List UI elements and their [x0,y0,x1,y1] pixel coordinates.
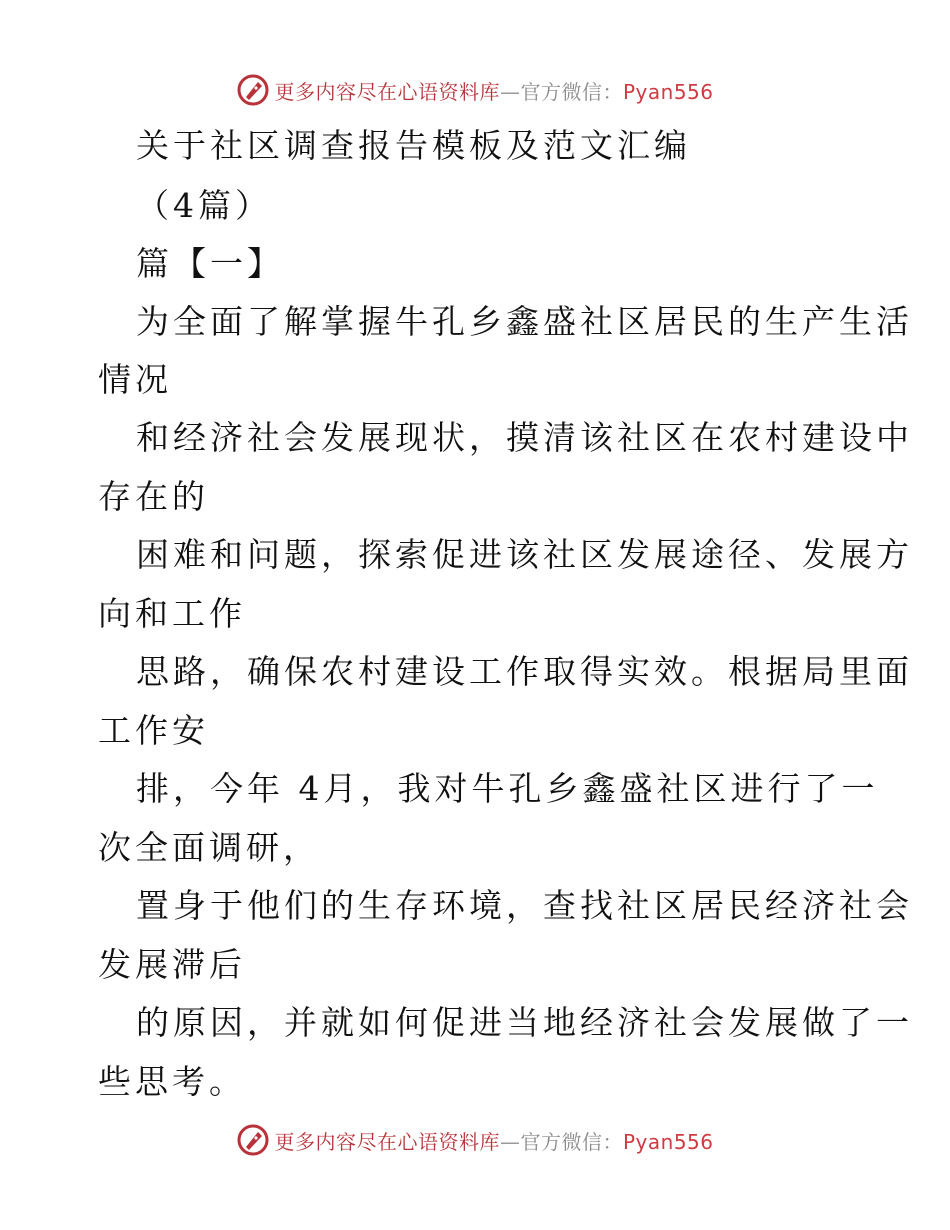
paragraph-line: 为全面了解掌握牛孔乡鑫盛社区居民的生产生活 [136,302,913,341]
paragraph-line: 存在的 [98,477,209,516]
paragraph-line: 和经济社会发展现状，摸清该社区在农村建设中 [136,418,913,457]
paragraph-line: 困难和问题，探索促进该社区发展途径、发展方 [136,535,913,574]
paragraph-line: 置身于他们的生存环境，查找社区居民经济社会 [136,886,913,925]
paragraph-line: 些思考。 [98,1062,246,1101]
section-heading: 篇【一】 [136,244,284,283]
paragraph-line: 思路，确保农村建设工作取得实效。根据局里面 [136,652,913,691]
document-count: （4篇） [136,186,272,225]
document-title: 关于社区调查报告模板及范文汇编 [136,126,691,165]
watermark-text: 更多内容尽在心语资料库—官方微信：Pyan556 [274,79,714,104]
paragraph-line: 情况 [98,360,172,399]
pen-nib-circle-icon [236,1123,270,1157]
watermark-text: 更多内容尽在心语资料库—官方微信：Pyan556 [274,1129,714,1154]
paragraph-line: 向和工作 [98,594,246,633]
paragraph-line: 次全面调研， [98,828,320,867]
header-watermark-banner [0,70,950,110]
paragraph-line: 发展滞后 [98,945,246,984]
pen-nib-circle-icon [236,73,270,107]
paragraph-line: 的原因，并就如何促进当地经济社会发展做了一 [136,1003,913,1042]
paragraph-line: 排，今年 4月，我对牛孔乡鑫盛社区进行了一 [136,769,879,808]
paragraph-line: 工作安 [98,711,209,750]
footer-watermark-banner [0,1120,950,1160]
